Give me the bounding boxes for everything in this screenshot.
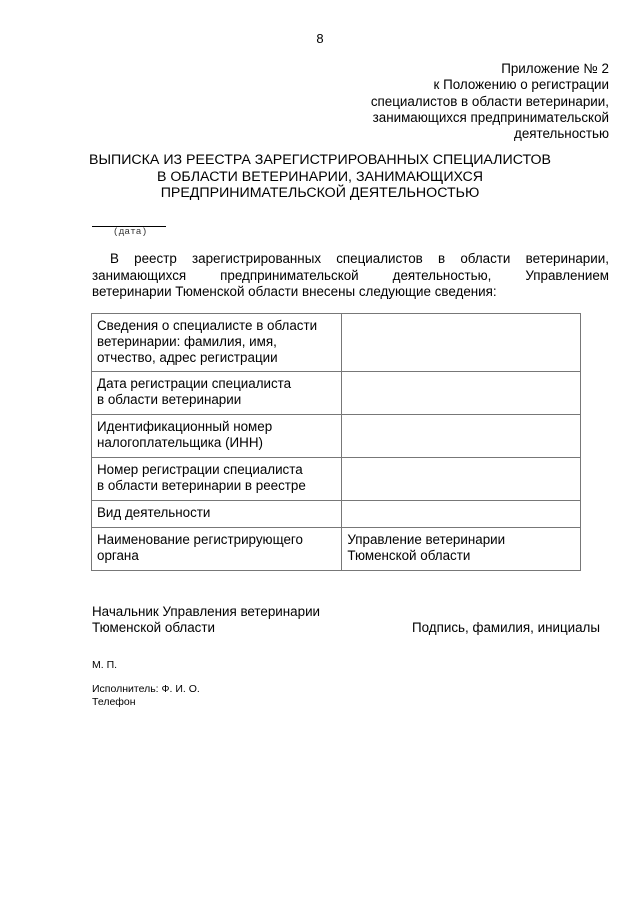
cell-line: Наименование регистрирующего <box>97 532 303 547</box>
row-value-registry-number <box>342 458 581 501</box>
table-row <box>92 415 581 458</box>
appendix-line: деятельностью <box>514 126 609 142</box>
signatory-position <box>92 604 320 637</box>
intro-word: В <box>110 251 119 266</box>
registry-extract-table <box>91 313 581 571</box>
executor-line: Исполнитель: Ф. И. О. <box>92 683 200 695</box>
row-value-activity-type <box>342 501 581 528</box>
stamp-label: М. П. <box>92 659 118 671</box>
intro-line-2 <box>92 268 609 285</box>
signature-caption: Подпись, фамилия, инициалы <box>412 620 600 635</box>
date-caption: (дата) <box>113 226 148 237</box>
row-value-specialist-info <box>342 314 581 372</box>
intro-word: деятельностью, <box>392 267 492 283</box>
appendix-line: Приложение № 2 <box>501 61 609 76</box>
appendix-line: занимающихся предпринимательской <box>372 109 609 125</box>
executor-info <box>92 683 200 709</box>
cell-line: Номер регистрации специалиста <box>97 462 303 477</box>
title-line: ПРЕДПРИНИМАТЕЛЬСКОЙ ДЕЯТЕЛЬНОСТЬЮ <box>160 185 480 201</box>
row-value-registering-body <box>342 528 581 571</box>
intro-word: области <box>460 251 511 266</box>
cell-line: Управление ветеринарии <box>347 532 506 547</box>
table-row <box>92 314 581 372</box>
cell-line: налогоплательщика (ИНН) <box>97 435 263 450</box>
cell-line: отчество, адрес регистрации <box>97 350 278 365</box>
intro-word: занимающихся <box>92 267 187 283</box>
row-label-registering-body <box>92 528 342 571</box>
row-value-registration-date <box>342 372 581 415</box>
table-row <box>92 372 581 415</box>
intro-line <box>92 251 609 268</box>
row-value-inn <box>342 415 581 458</box>
table-row <box>92 501 581 528</box>
cell-line: в области ветеринарии <box>97 392 242 407</box>
intro-word: Управлением <box>525 267 609 283</box>
intro-word: зарегистрированных <box>192 251 322 266</box>
document-title <box>0 152 640 202</box>
row-label-specialist-info <box>92 314 342 372</box>
intro-word: предпринимательской <box>220 267 359 283</box>
page-number: 8 <box>316 31 324 46</box>
cell-line: ветеринарии: фамилия, имя, <box>97 334 277 349</box>
cell-line: в области ветеринарии в реестре <box>97 478 306 493</box>
appendix-line: специалистов в области ветеринарии, <box>370 93 609 109</box>
intro-paragraph <box>92 251 609 301</box>
cell-line: органа <box>97 548 139 563</box>
table-row <box>92 458 581 501</box>
intro-word: в <box>437 251 446 266</box>
appendix-header <box>371 61 609 142</box>
title-line: В ОБЛАСТИ ВЕТЕРИНАРИИ, ЗАНИМАЮЩИХСЯ <box>156 168 484 185</box>
intro-word: специалистов <box>336 251 423 266</box>
intro-word: ветеринарии, <box>525 251 609 266</box>
intro-line-3: ветеринарии Тюменской области внесены следующие сведения: <box>92 284 497 299</box>
cell-line: Тюменской области <box>347 548 471 563</box>
row-label-registry-number <box>92 458 342 501</box>
cell-line: Вид деятельности <box>97 505 211 520</box>
intro-word: реестр <box>134 251 177 266</box>
row-label-activity-type <box>92 501 342 528</box>
cell-line: Дата регистрации специалиста <box>97 376 292 391</box>
position-line: Тюменской области <box>92 620 215 636</box>
title-line: ВЫПИСКА ИЗ РЕЕСТРА ЗАРЕГИСТРИРОВАННЫХ СПЕЦИАЛИСТОВ <box>88 152 551 168</box>
row-label-registration-date <box>92 372 342 415</box>
cell-line: Идентификационный номер <box>97 419 273 434</box>
appendix-line: к Положению о регистрации <box>433 77 609 93</box>
table-row <box>92 528 581 571</box>
position-line: Начальник Управления ветеринарии <box>92 604 321 619</box>
executor-phone: Телефон <box>92 696 136 708</box>
row-label-inn <box>92 415 342 458</box>
intro-line-1 <box>110 251 609 268</box>
cell-line: Сведения о специалисте в области <box>97 318 318 333</box>
